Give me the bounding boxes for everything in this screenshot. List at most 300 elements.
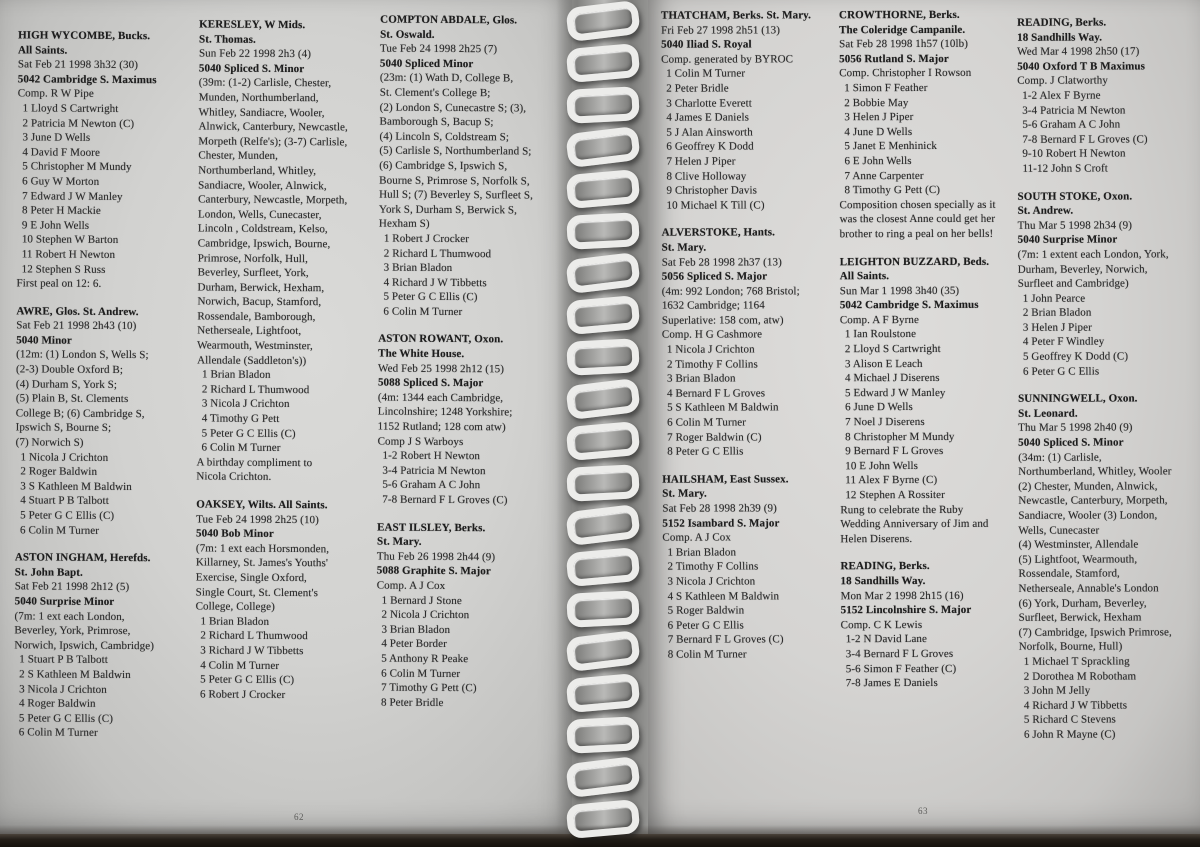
peal-entry xyxy=(196,17,369,485)
entry-text-line: (2-3) Double Oxford B; xyxy=(16,363,124,377)
entry-text-line: Morpeth (Relfe's); (3-7) Carlisle, xyxy=(198,135,348,149)
ringer-line: 3 Nicola J Crichton xyxy=(19,682,107,696)
ringer-line: 5 Peter G C Ellis (C) xyxy=(200,673,295,687)
entry-text-line: Exercise, Single Oxford, xyxy=(195,571,307,585)
ringer-line: 8 Timothy G Pett (C) xyxy=(844,184,941,197)
ringer-line: 5 Peter G C Ellis (C) xyxy=(20,509,115,522)
entry-text-line: Thu Feb 26 1998 2h44 (9) xyxy=(376,550,496,564)
entry-text-line: Canterbury, Newcastle, Morpeth, xyxy=(198,193,348,207)
entry-text-line: Sun Mar 1 1998 3h40 (35) xyxy=(839,284,960,297)
ringer-line: 4 Michael J Diserens xyxy=(844,372,940,385)
ringer-line: 9 Christopher Davis xyxy=(666,184,758,197)
book-page-left xyxy=(0,0,572,835)
ringer-line: 7 Anne Carpenter xyxy=(844,169,924,182)
entry-text-line: (4m: 1344 each Cambridge, xyxy=(377,391,504,405)
ringer-line: 6 Robert J Crocker xyxy=(200,688,286,701)
entry-heading-line: LEIGHTON BUZZARD, Beds. xyxy=(839,255,990,268)
ringer-line: 8 Peter H Mackie xyxy=(21,204,101,217)
peal-entry xyxy=(17,28,189,292)
entry-text-line: (5) Carlisle S, Northumberland S; xyxy=(379,144,532,158)
ringer-line: 1-2 N David Lane xyxy=(845,633,928,646)
entry-text-line: Durham, Beverley, Norwich, xyxy=(1017,262,1148,276)
spiral-ring xyxy=(566,295,641,335)
ringer-line: 7 Bernard F L Groves (C) xyxy=(667,633,784,647)
entry-text-line: Ipswich S, Bourne S; xyxy=(15,421,112,435)
entry-text-line: Comp. Christopher I Rowson xyxy=(839,67,972,80)
entry-text-line: York S, Durham S, Berwick S, xyxy=(378,203,518,217)
entry-text-line: (7m: 1 extent each London, York, xyxy=(1017,248,1169,261)
ringer-line: 4 James E Daniels xyxy=(666,111,749,124)
ringer-line: 2 Timothy F Collins xyxy=(667,560,759,574)
entry-text-line: Wed Mar 4 1998 2h50 (17) xyxy=(1017,45,1140,58)
ringer-line: 7 Roger Baldwin (C) xyxy=(667,431,762,444)
ringer-line: 8 Colin M Turner xyxy=(667,648,747,661)
entry-heading-line: ASTON INGHAM, Herefds. xyxy=(14,551,151,565)
entry-heading-line: 5056 Spliced S. Major xyxy=(661,270,768,283)
entry-text-line: Beverley, Surfleet, York, xyxy=(197,266,309,280)
ringer-line: 4 Stuart P B Talbott xyxy=(20,494,109,508)
entry-text-line: Lincoln , Coldstream, Kelso, xyxy=(197,222,328,236)
spiral-ring xyxy=(566,464,640,502)
entry-text-line: Lincolnshire; 1248 Yorkshire; xyxy=(377,405,513,419)
entry-text-line: Durham, Berwick, Hexham, xyxy=(197,281,325,294)
entry-heading-line: OAKSEY, Wilts. All Saints. xyxy=(196,498,328,512)
ringer-line: 7-8 Bernard F L Groves (C) xyxy=(382,493,508,507)
entry-text-line: (6) York, Durham, Beverley, xyxy=(1018,596,1147,610)
entry-heading-line: CROWTHORNE, Berks. xyxy=(839,8,960,22)
ringer-line: 6 Colin M Turner xyxy=(383,305,463,318)
entry-heading-line: AWRE, Glos. St. Andrew. xyxy=(16,305,139,318)
entry-text-line: Wed Feb 25 1998 2h12 (15) xyxy=(378,362,505,375)
entry-text-line: Hexham S) xyxy=(378,217,430,231)
ringer-line: 3 Brian Bladon xyxy=(383,261,453,275)
peal-entry xyxy=(15,304,186,539)
entry-text-line: Netherseale, Annable's London xyxy=(1018,582,1159,595)
entry-heading-line: St. Mary. xyxy=(662,487,707,501)
entry-text-line: Newcastle, Canterbury, Morpeth, xyxy=(1018,494,1168,508)
entry-text-line: Tue Feb 24 1998 2h25 (10) xyxy=(196,513,319,526)
spiral-ring xyxy=(566,338,640,376)
entry-text-line: (5) Plain B, St. Clements xyxy=(15,392,129,406)
peal-entry xyxy=(1017,15,1187,176)
ringer-line: 8 Clive Holloway xyxy=(666,169,747,183)
peal-entry xyxy=(839,8,1010,242)
entry-heading-line: All Saints. xyxy=(839,270,890,283)
entry-text-line: (2) Chester, Munden, Alnwick, xyxy=(1018,480,1158,493)
entry-heading-line: 5040 Bob Minor xyxy=(196,527,274,541)
ringer-line: 2 Richard L Thumwood xyxy=(200,629,308,643)
ringer-line: 6 Colin M Turner xyxy=(667,416,747,429)
book-page-right xyxy=(648,0,1200,835)
spiral-ring xyxy=(566,86,640,124)
ringer-line: 9 Bernard F L Groves xyxy=(845,445,944,458)
entry-text-line: Wearmouth, Westminster, xyxy=(197,339,313,353)
ringer-line: 5 J Alan Ainsworth xyxy=(666,126,753,139)
ringer-line: 1 Bernard J Stone xyxy=(381,594,462,607)
ringer-line: 6 Colin M Turner xyxy=(20,523,100,537)
page-number-left: 62 xyxy=(294,812,304,822)
ringer-line: 11 Robert H Newton xyxy=(21,248,116,261)
ringer-line: 4 Roger Baldwin xyxy=(18,697,96,710)
ringer-line: 7 Edward J W Manley xyxy=(22,189,123,203)
entry-text-line: Sandiacre, Wooler (3) London, xyxy=(1018,509,1158,522)
ringer-line: 8 Christopher M Mundy xyxy=(845,430,955,443)
entry-text-line: Single Court, St. Clement's xyxy=(195,586,319,599)
ringer-line: 5 Geoffrey K Dodd (C) xyxy=(1022,350,1129,363)
peal-entry xyxy=(1018,392,1189,743)
spiral-ring xyxy=(566,716,640,754)
ringer-line: 2 Lloyd S Cartwright xyxy=(844,343,941,356)
ringer-line: 3-4 Patricia M Newton xyxy=(1022,104,1126,117)
page-columns xyxy=(0,0,574,757)
ringer-line: 5-6 Simon F Feather (C) xyxy=(845,662,957,675)
entry-text-line: A birthday compliment to xyxy=(196,456,313,469)
entry-heading-line: 5056 Rutland S. Major xyxy=(839,52,949,66)
ringer-line: 1 Colin M Turner xyxy=(666,67,746,81)
entry-text-line: Comp. A J Cox xyxy=(662,531,731,544)
entry-heading-line: 5040 Surprise Minor xyxy=(14,595,115,608)
entry-text-line: Alnwick, Canterbury, Newcastle, xyxy=(198,120,348,134)
text-column xyxy=(376,13,551,757)
entry-heading-line: KERESLEY, W Mids. xyxy=(199,18,306,32)
ringer-line: 2 Dorothea M Robotham xyxy=(1023,669,1137,683)
peal-entry xyxy=(840,559,1010,691)
ringer-line: 10 E John Wells xyxy=(845,459,919,473)
entry-heading-line: 5152 Isambard S. Major xyxy=(662,516,780,530)
entry-text-line: Rossendale, Bamborough, xyxy=(197,310,316,324)
entry-text-line: London, Wells, Cunecaster, xyxy=(197,208,322,221)
entry-text-line: Allendale (Saddleton's)) xyxy=(197,354,307,367)
ringer-line: 1-2 Alex F Byrne xyxy=(1022,89,1101,102)
ringer-line: 12 Stephen A Rossiter xyxy=(845,488,945,502)
entry-text-line: Fri Feb 27 1998 2h51 (13) xyxy=(661,23,781,37)
text-column xyxy=(839,8,1011,756)
entry-text-line: Wedding Anniversary of Jim and xyxy=(840,518,989,531)
ringer-line: 4 Richard J W Tibbetts xyxy=(1023,699,1128,712)
entry-heading-line: 5040 Spliced S. Minor xyxy=(198,62,305,75)
entry-text-line: Superlative: 158 com, atw) xyxy=(661,314,784,327)
entry-heading-line: St. Mary. xyxy=(376,535,422,549)
entry-text-line: Beverley, York, Primrose, xyxy=(14,624,131,638)
entry-heading-line: ASTON ROWANT, Oxon. xyxy=(378,333,504,346)
ringer-line: 2 Richard L Thumwood xyxy=(201,383,310,396)
entry-text-line: (23m: (1) Wath D, College B, xyxy=(379,71,514,85)
ringer-line: 2 Timothy F Collins xyxy=(666,358,758,371)
ringer-line: 3 June D Wells xyxy=(22,131,91,144)
entry-text-line: Composition chosen specially as it xyxy=(839,198,996,211)
ringer-line: 2 Brian Bladon xyxy=(1022,306,1092,320)
entry-heading-line: 5040 Oxford T B Maximus xyxy=(1017,60,1145,73)
entry-heading-line: 5088 Spliced S. Major xyxy=(377,376,484,390)
ringer-line: 6 Peter G C Ellis xyxy=(667,619,744,632)
ringer-line: 3 John M Jelly xyxy=(1023,684,1091,697)
spiral-ring xyxy=(566,590,640,628)
entry-text-line: Sandiacre, Wooler, Alnwick, xyxy=(198,178,327,192)
ringer-line: 3 Charlotte Everett xyxy=(666,97,752,110)
entry-text-line: Rung to celebrate the Ruby xyxy=(840,503,964,516)
page-number-right: 63 xyxy=(918,806,928,816)
entry-text-line: (4) Lincoln S, Coldstream S; xyxy=(379,130,510,144)
entry-heading-line: 5040 Spliced Minor xyxy=(379,57,474,70)
entry-text-line: First peal on 12: 6. xyxy=(16,277,102,290)
ringer-line: 5 Peter G C Ellis (C) xyxy=(18,712,114,725)
ringer-line: 1 Ian Roulstone xyxy=(844,328,917,341)
ringer-line: 4 Bernard F L Groves xyxy=(667,387,766,400)
ringer-line: 4 Peter Border xyxy=(381,637,447,651)
entry-text-line: Munden, Northumberland, xyxy=(198,91,319,105)
ringer-line: 3 Richard J W Tibbetts xyxy=(200,644,304,658)
entry-text-line: Norfolk, Bourne, Hull) xyxy=(1018,640,1123,654)
peal-entry xyxy=(195,497,366,702)
entry-heading-line: St. Thomas. xyxy=(199,33,256,46)
entry-heading-line: 5042 Cambridge S. Maximus xyxy=(839,299,979,312)
entry-heading-line: 18 Sandhills Way. xyxy=(1017,31,1103,44)
ringer-line: 7-8 Bernard F L Groves (C) xyxy=(1022,133,1148,146)
entry-text-line: Sun Feb 22 1998 2h3 (4) xyxy=(198,47,312,61)
entry-heading-line: 5152 Lincolnshire S. Major xyxy=(840,604,972,617)
entry-text-line: Comp. generated by BYROC xyxy=(661,53,794,66)
entry-text-line: Wells, Cunecaster xyxy=(1018,524,1100,537)
entry-text-line: Hull S; (7) Beverley S, Surfleet S, xyxy=(379,188,533,202)
entry-text-line: Thu Mar 5 1998 2h40 (9) xyxy=(1018,421,1133,435)
ringer-line: 4 S Kathleen M Baldwin xyxy=(667,589,780,603)
ringer-line: 6 Colin M Turner xyxy=(201,441,281,455)
ringer-line: 5 Roger Baldwin xyxy=(667,604,745,617)
ringer-line: 3 Brian Bladon xyxy=(666,372,736,385)
spiral-ring xyxy=(566,547,641,587)
entry-text-line: Comp. J Clatworthy xyxy=(1017,74,1108,88)
ringer-line: 1 John Pearce xyxy=(1022,292,1086,305)
entry-text-line: Cambridge, Ipswich, Bourne, xyxy=(197,237,331,251)
entry-text-line: College, College) xyxy=(195,600,275,614)
peal-entry xyxy=(662,226,833,460)
entry-text-line: (7m: 1 ext each Horsmonden, xyxy=(195,542,330,556)
entry-text-line: 1632 Cambridge; 1164 xyxy=(661,299,765,312)
ringer-line: 6 Geoffrey K Dodd xyxy=(666,140,754,154)
entry-text-line: Sat Feb 28 1998 2h37 (13) xyxy=(661,255,782,269)
entry-heading-line: COMPTON ABDALE, Glos. xyxy=(380,13,518,27)
entry-text-line: Sat Feb 21 1998 2h12 (5) xyxy=(14,580,130,594)
entry-text-line: (12m: (1) London S, Wells S; xyxy=(16,348,149,362)
ringer-line: 4 Colin M Turner xyxy=(200,659,280,672)
ringer-line: 5 Anthony R Peake xyxy=(381,652,469,666)
entry-text-line: Comp. H G Cashmore xyxy=(661,328,763,342)
ringer-line: 3 Nicola J Crichton xyxy=(667,575,756,588)
ringer-line: 8 Peter G C Ellis xyxy=(667,445,744,458)
ringer-line: 5 Richard C Stevens xyxy=(1023,713,1116,727)
ringer-line: 2 S Kathleen M Baldwin xyxy=(19,668,131,681)
entry-text-line: (34m: (1) Carlisle, xyxy=(1018,451,1102,464)
entry-text-line: Comp. R W Pipe xyxy=(17,87,94,101)
ringer-line: 7 Timothy G Pett (C) xyxy=(381,681,477,695)
ringer-line: 5 Janet E Menhinick xyxy=(844,140,938,153)
peal-entry xyxy=(661,8,832,213)
entry-text-line: Primrose, Norfolk, Hull, xyxy=(197,251,309,265)
entry-heading-line: 5040 Iliad S. Royal xyxy=(661,38,752,51)
peal-entry xyxy=(377,332,548,508)
entry-text-line: Tue Feb 24 1998 2h25 (7) xyxy=(379,42,498,56)
ringer-line: 10 Stephen W Barton xyxy=(21,233,119,247)
entry-text-line: Bourne S, Primrose S, Norfolk S, xyxy=(379,174,530,188)
ringer-line: 1 Brian Bladon xyxy=(201,368,271,382)
entry-text-line: St. Clement's College B; xyxy=(379,86,491,100)
entry-heading-line: 5040 Spliced S. Minor xyxy=(1018,436,1124,449)
ringer-line: 3 Brian Bladon xyxy=(381,623,451,636)
entry-text-line: brother to ring a peal on her bells! xyxy=(839,227,994,241)
entry-heading-line: HIGH WYCOMBE, Bucks. xyxy=(18,29,151,43)
entry-heading-line: EAST ILSLEY, Berks. xyxy=(377,521,486,534)
ringer-line: 3 S Kathleen M Baldwin xyxy=(20,480,132,493)
entry-heading-line: 5040 Surprise Minor xyxy=(1017,233,1118,247)
entry-text-line: Bamborough S, Bacup S; xyxy=(379,115,494,129)
entry-text-line: Norwich, Bacup, Stamford, xyxy=(197,295,322,309)
entry-heading-line: READING, Berks. xyxy=(840,560,930,573)
entry-heading-line: READING, Berks. xyxy=(1017,16,1107,29)
entry-heading-line: All Saints. xyxy=(17,43,68,57)
peal-entry xyxy=(378,13,550,321)
text-column xyxy=(14,10,189,754)
ringer-line: 5-6 Graham A C John xyxy=(1022,118,1121,131)
ringer-line: 5 Christopher M Mundy xyxy=(22,160,132,174)
ringer-line: 11-12 John S Croft xyxy=(1022,162,1108,175)
entry-text-line: Chester, Munden, xyxy=(198,149,279,163)
ringer-line: 2 Peter Bridle xyxy=(666,82,729,95)
ringer-line: 5 Edward J W Manley xyxy=(845,386,946,400)
entry-text-line: (5) Lightfoot, Wearmouth, xyxy=(1018,553,1138,566)
text-column xyxy=(1017,7,1189,755)
ringer-line: 3 Helen J Piper xyxy=(1022,321,1092,334)
entry-text-line: Helen Diserens. xyxy=(840,532,913,546)
spiral-ring xyxy=(566,169,641,209)
ringer-line: 2 Nicola J Crichton xyxy=(381,608,470,622)
ringer-line: 2 Roger Baldwin xyxy=(20,465,98,479)
entry-text-line: Sat Feb 28 1998 2h39 (9) xyxy=(662,502,777,515)
ringer-line: 6 Peter G C Ellis xyxy=(1022,365,1100,378)
spiral-ring xyxy=(566,212,640,250)
ringer-line: 1 Brian Bladon xyxy=(200,615,270,628)
ringer-line: 4 Richard J W Tibbetts xyxy=(383,276,487,289)
entry-text-line: Whitley, Sandiacre, Wooler, xyxy=(198,106,325,119)
entry-text-line: (39m: (1-2) Carlisle, Chester, xyxy=(198,76,332,90)
ringer-line: 1 Robert J Crocker xyxy=(383,232,470,246)
entry-heading-line: The White House. xyxy=(378,347,465,361)
entry-text-line: (7) Cambridge, Ipswich Primrose, xyxy=(1018,626,1172,639)
entry-heading-line: HAILSHAM, East Sussex. xyxy=(662,473,789,486)
entry-text-line: Netherseale, Lightfoot, xyxy=(197,324,302,338)
entry-heading-line: St. Oswald. xyxy=(380,28,435,41)
ringer-line: 9 E John Wells xyxy=(21,219,90,232)
entry-heading-line: 5040 Minor xyxy=(16,334,72,347)
ringer-line: 4 David F Moore xyxy=(22,146,100,159)
ringer-line: 1 Brian Bladon xyxy=(667,546,737,559)
ringer-line: 6 E John Wells xyxy=(844,154,912,168)
ringer-line: 3 Helen J Piper xyxy=(844,111,914,124)
spiral-ring xyxy=(566,799,641,839)
ringer-line: 6 June D Wells xyxy=(845,401,913,414)
entry-text-line: Comp J S Warboys xyxy=(377,435,464,448)
ringer-line: 1-2 Robert H Newton xyxy=(382,449,481,463)
peal-entry xyxy=(376,520,547,711)
entry-text-line: (7) Norwich S) xyxy=(15,436,84,449)
spiral-ring xyxy=(566,421,641,461)
entry-heading-line: SOUTH STOKE, Oxon. xyxy=(1017,189,1133,203)
ringer-line: 2 Bobbie May xyxy=(844,96,909,109)
entry-text-line: Comp. C K Lewis xyxy=(840,618,923,631)
entry-text-line: Northumberland, Whitley, xyxy=(198,164,317,178)
ringer-line: 1 Lloyd S Cartwright xyxy=(22,102,119,115)
entry-text-line: Nicola Crichton. xyxy=(196,470,272,484)
ringer-line: 6 Guy W Morton xyxy=(22,175,100,188)
entry-text-line: 1152 Rutland; 128 com atw) xyxy=(377,420,506,434)
ringer-line: 1 Nicola J Crichton xyxy=(20,451,109,464)
peal-entry xyxy=(840,254,1011,546)
ringer-line: 6 Colin M Turner xyxy=(18,726,98,740)
ringer-line: 7 Noel J Diserens xyxy=(845,416,925,429)
entry-heading-line: ALVERSTOKE, Hants. xyxy=(661,226,776,239)
entry-text-line: Comp. A J Cox xyxy=(376,579,446,592)
ringer-line: 2 Patricia M Newton (C) xyxy=(22,116,135,130)
entry-text-line: (7m: 1 ext each London, xyxy=(14,609,125,623)
entry-text-line: Surfleet, Berwick, Hexham xyxy=(1018,611,1142,624)
ringer-line: 4 June D Wells xyxy=(844,125,913,138)
ringer-line: 9-10 Robert H Newton xyxy=(1022,147,1126,161)
entry-text-line: Northumberland, Whitley, Wooler xyxy=(1018,465,1172,478)
ringer-line: 3-4 Patricia M Newton xyxy=(382,464,486,478)
text-column xyxy=(195,11,370,755)
entry-text-line: (4m: 992 London; 768 Bristol; xyxy=(661,285,800,298)
entry-heading-line: THATCHAM, Berks. St. Mary. xyxy=(661,9,812,22)
entry-text-line: Thu Mar 5 1998 2h34 (9) xyxy=(1017,219,1133,232)
peal-entry xyxy=(1018,189,1188,379)
ringer-line: 1 Michael T Sprackling xyxy=(1023,655,1130,668)
entry-text-line: Sat Feb 21 1998 2h43 (10) xyxy=(16,319,137,333)
ringer-line: 1 Simon F Feather xyxy=(844,81,928,95)
ringer-line: 2 Richard L Thumwood xyxy=(383,247,492,260)
entry-heading-line: The Coleridge Campanile. xyxy=(839,23,966,36)
ringer-line: 4 Peter F Windley xyxy=(1022,335,1105,349)
ringer-line: 3 Nicola J Crichton xyxy=(201,397,290,411)
entry-text-line: was the closest Anne could get her xyxy=(839,213,996,226)
peal-entry xyxy=(14,551,185,742)
entry-text-line: (6) Cambridge S, Ipswich S, xyxy=(379,159,508,173)
ringer-line: 5 Peter G C Ellis (C) xyxy=(383,290,478,304)
ringer-line: 10 Michael K Till (C) xyxy=(666,199,765,212)
ringer-line: 6 John R Mayne (C) xyxy=(1023,728,1116,741)
entry-text-line: Sat Feb 28 1998 1h57 (10lb) xyxy=(839,38,969,51)
ringer-line: 3 Alison E Leach xyxy=(844,357,923,370)
peal-entry xyxy=(662,472,832,662)
entry-heading-line: 5042 Cambridge S. Maximus xyxy=(17,73,157,86)
ringer-line: 1 Stuart P B Talbott xyxy=(19,653,108,667)
ringer-line: 11 Alex F Byrne (C) xyxy=(845,474,938,487)
entry-text-line: Surfleet and Cambridge) xyxy=(1017,277,1129,290)
entry-heading-line: St. Mary. xyxy=(661,241,707,254)
ringer-line: 8 Peter Bridle xyxy=(380,696,444,709)
entry-heading-line: SUNNINGWELL, Oxon. xyxy=(1018,392,1138,406)
entry-heading-line: 5088 Graphite S. Major xyxy=(376,564,491,578)
ringer-line: 4 Timothy G Pett xyxy=(201,412,280,425)
entry-text-line: Comp. A F Byrne xyxy=(839,313,919,327)
entry-text-line: Killarney, St. James's Youths' xyxy=(195,556,329,570)
entry-text-line: (4) Durham S, York S; xyxy=(15,378,118,391)
entry-heading-line: St. Leonard. xyxy=(1018,407,1078,420)
page-columns xyxy=(647,0,1200,756)
text-column xyxy=(661,8,833,756)
spiral-ring xyxy=(566,43,641,83)
spiral-ring xyxy=(566,673,641,713)
entry-text-line: Sat Feb 21 1998 3h32 (30) xyxy=(17,58,139,72)
entry-text-line: (2) London S, Cunecastre S; (3), xyxy=(379,101,527,115)
